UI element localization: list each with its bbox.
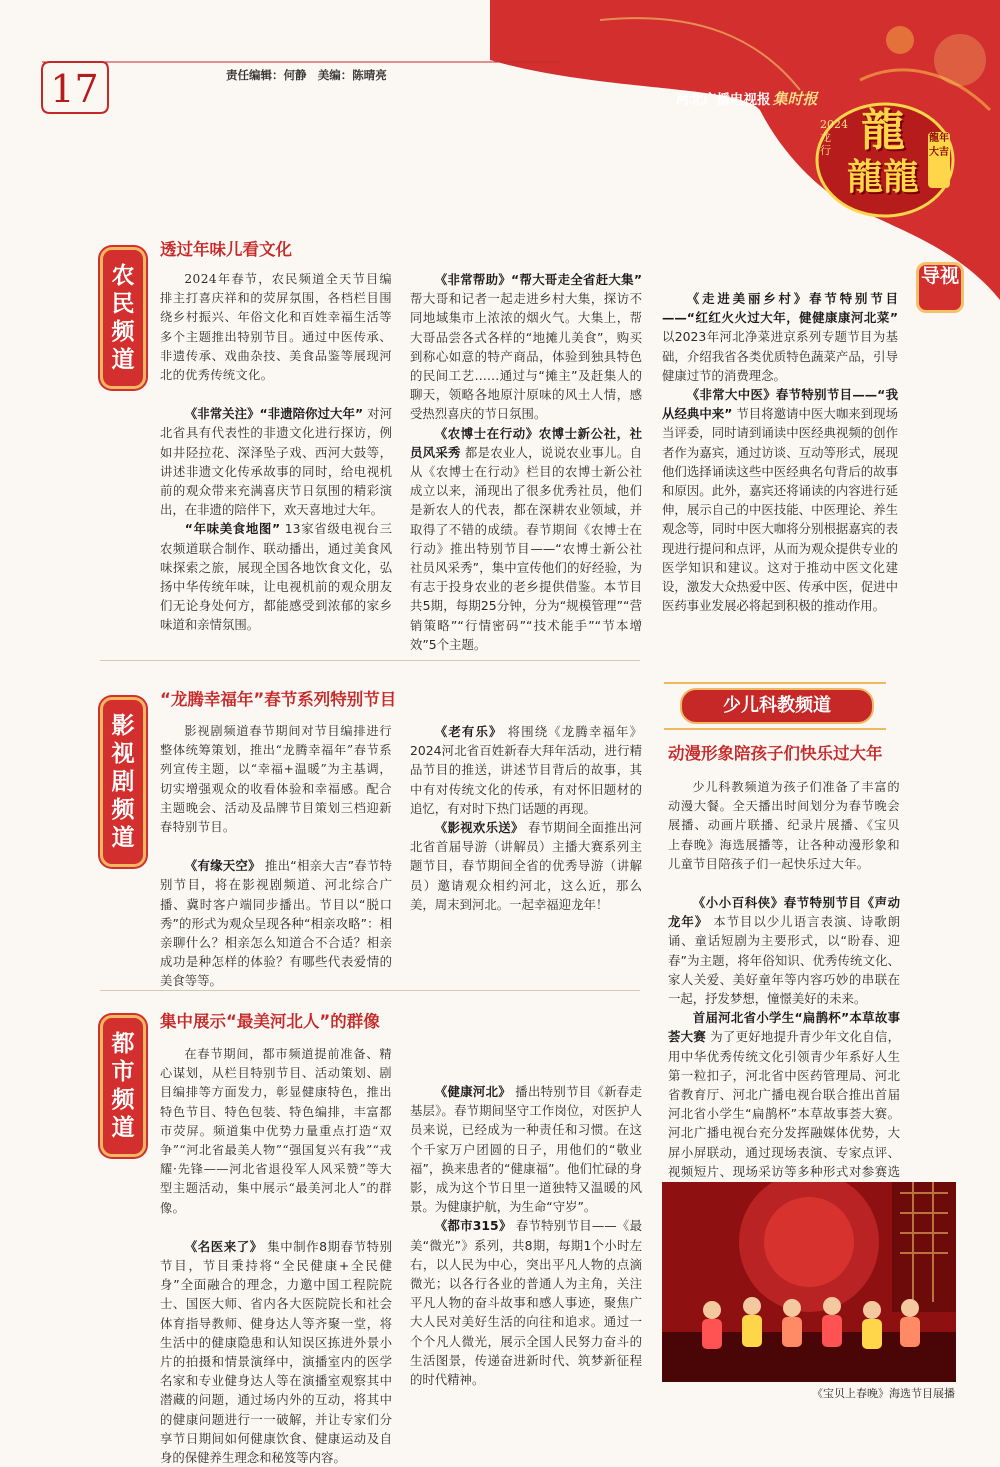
program-title: 《非常帮助》“帮大哥走全省赶大集” bbox=[434, 272, 642, 287]
festival-char-bottom: 龍龍 bbox=[846, 156, 919, 198]
film-section-title: “龙腾幸福年”春节系列特别节目 bbox=[160, 690, 397, 709]
kids-intro bbox=[668, 778, 900, 874]
farmer-intro bbox=[160, 270, 392, 385]
label-char: 都 bbox=[111, 1031, 135, 1057]
label-char: 频 bbox=[111, 797, 135, 823]
program-title: 《小小百科侠》春节特别节目《声动龙年》 bbox=[668, 895, 900, 930]
farmer-section-title: 透过年味儿看文化 bbox=[160, 240, 292, 259]
program-desc: 推出“相亲大吉”春节特别节目，将在影视剧频道、河北综合广播、冀时客户端同步播出。节目以“脱口秀”的形式为观众呈现各种“相亲攻略”：相亲聊什么？相亲怎么知道合不合适？相亲成功是种怎样的体验？有哪些代表爱情的美食等等。 bbox=[160, 858, 392, 989]
program-desc: 都是农业人，说说农业事儿。自从《农博士在行动》栏目的农博士新公社成立以来，涌现出了很多优秀社员，他们是新农人的代表，都在深耕农业领域，并取得了不错的成绩。春节期间《农博士在行动》推出特别节目——“农博士新公社 社员风采秀”，集中宣传他们的好经验，为有志于投身农业的老乡提供借鉴。本节目共5期，每期25分钟，分为“规模管理”“营销策略”“行情密码”“技术能手”“节本增效”5个主题。 bbox=[410, 444, 642, 652]
kids-intro-text: 少儿科教频道为孩子们准备了丰富的动漫大餐。全天播出时间划分为春节晚会展播、动画片联播、纪录片展播、《宝贝上春晚》海选展播等，让各种动漫形象和儿童节目陪孩子们一起快乐过大年。 bbox=[668, 780, 900, 871]
program-desc: 集中制作8期春节特别节目，节目秉持将“全民健康+全民健身”全面融合的理念，力邀中国工程院院士、国医大师、省内各大医院院长和社会体育指导教师、健身达人等齐聚一堂，将生活中的健康隐患和认知误区拣进外景小片的拍摄和情景演绎中，演播室内的医学名家和专业健身达人等在演播室观察其中潜藏的问题，通过场内外的互动，将其中的健康问题进行一一破解，并让专家们分享节日期间如何健康饮食、健康运动及自身的保健养生理念和秘笈等内容。 bbox=[160, 1238, 392, 1466]
label-char: 道 bbox=[111, 825, 135, 851]
city-channel-label bbox=[100, 1015, 146, 1157]
program-desc: 以2023年河北净菜进京系列专题节目为基础，介绍我省各类优质特色蔬菜产品，引导健康过节的消费理念。 bbox=[662, 329, 898, 383]
label-char: 频 bbox=[111, 1087, 135, 1113]
kids-section-title: 动漫形象陪孩子们快乐过大年 bbox=[668, 744, 883, 763]
program-title: 《农博士在行动》农博士新公社，社员风采秀 bbox=[410, 425, 642, 460]
film-body-1 bbox=[160, 856, 392, 990]
label-char: 道 bbox=[111, 347, 135, 373]
designer-name: 美编：陈晴亮 bbox=[317, 70, 387, 82]
program-title: 《有缘天空》 bbox=[184, 858, 261, 874]
program-desc: 春节特别节目——《最美“微光”》系列，共8期，每期1个小时左右，以人民为中心，突出平凡人物的点滴微光；以各行各业的普通人为主角，关注平凡人物的奋斗故事和感人事迹，聚焦广大人民对美好生活的向往和追求。通过一个个凡人微光，展示全国人民努力奋斗的生活图景，传递奋进新时代、筑梦新征程的时代精神。 bbox=[410, 1218, 642, 1388]
photo-caption: 《宝贝上春晚》海选节目展播 bbox=[812, 1388, 955, 1400]
label-char: 影 bbox=[111, 713, 135, 739]
kids-channel-banner: 少儿科教频道 bbox=[680, 688, 874, 724]
program-desc: 对河北省具有代表性的非遗文化进行探访，例如井陉拉花、深泽坠子戏、西河大鼓等，讲述非遗文化传承故事的同时，给电视机前的观众带来充满喜庆节日氛围的精彩演出，在非遗的陪伴下，欢天喜地过大年。 bbox=[160, 406, 392, 518]
brand-script: 集时报 bbox=[772, 90, 818, 108]
film-intro-text: 影视剧频道春节期间对节目编排进行整体统筹策划，推出“龙腾幸福年”春节系列宣传主题，以“幸福+温暖”为主基调，切实增强观众的收看体验和幸福感。配合主题晚会、活动及品牌节目策划三档迎新春特别节目。 bbox=[160, 724, 392, 835]
kids-body bbox=[668, 893, 900, 1200]
farmer-body-1 bbox=[160, 404, 392, 634]
label-char: 农 bbox=[111, 263, 135, 289]
kids-show-photo bbox=[662, 1182, 956, 1382]
program-title: 《名医来了》 bbox=[184, 1238, 263, 1254]
festival-tag: 龍年大吉 bbox=[928, 132, 950, 188]
program-title: 《都市315》 bbox=[434, 1218, 512, 1234]
farmer-column-2 bbox=[410, 270, 642, 654]
program-desc: 将围绕《龙腾幸福年》2024河北省百姓新春大拜年活动，进行精品节目的推送，讲述节目背后的故事，其中有对传统文化的传承，有对怀旧题材的追忆，有对时下热门话题的再现。 bbox=[410, 724, 642, 816]
program-desc: 13家省级电视台三农频道联合制作、联动播出，通过美食风味探索之旅，展现全国各地饮食文化，弘扬中华传统年味，让电视机前的观众朋友们无论身处何方，都能感受到浓郁的家乡味道和亲情氛围。 bbox=[160, 521, 392, 633]
film-intro bbox=[160, 722, 392, 837]
newspaper-brand bbox=[676, 88, 818, 109]
festival-side-text: 2024龙行 bbox=[820, 118, 848, 157]
city-column-1 bbox=[160, 1045, 392, 1467]
guide-badge: 导视 bbox=[916, 262, 964, 313]
section-divider bbox=[100, 660, 640, 661]
film-channel-label bbox=[100, 697, 146, 867]
program-title: 《走进美丽乡村》春节特别节目——“红红火火过大年，健健康康河北菜” bbox=[662, 291, 898, 326]
farmer-intro-text: 2024年春节，农民频道全天节目编排主打喜庆祥和的荧屏氛围，各档栏目围绕乡村振兴、年俗文化和百姓幸福生活等多个主题推出特别节目。通过中医传承、非遗传承、戏曲杂技、美食品鉴等展现河北的优秀传统文化。 bbox=[160, 272, 392, 383]
editor-credits bbox=[226, 67, 395, 83]
program-title: 《健康河北》 bbox=[434, 1084, 512, 1099]
label-char: 民 bbox=[111, 291, 135, 317]
brand-name: 河北广播电视报 bbox=[676, 92, 771, 107]
stage-photo-illustration bbox=[662, 1182, 956, 1382]
program-desc: 播出特别节目《新春走基层》。春节期间坚守工作岗位，对医护人员来说，已经成为一种责任和习惯。在这个千家万户团圆的日子，用他们的“敬业福”，换来患者的“健康福”。他们忙碌的身影，成为这个节日里一道独特又温暖的风景。为健康护航，为生命“守岁”。 bbox=[410, 1084, 642, 1215]
program-title: 《非常大中医》春节特别节目——“我从经典中来” bbox=[662, 387, 898, 422]
city-intro bbox=[160, 1045, 392, 1218]
program-title: 《非常关注》“非遗陪你过大年” bbox=[184, 406, 364, 422]
farmer-column-1 bbox=[160, 270, 392, 635]
label-char: 市 bbox=[111, 1059, 135, 1085]
label-char: 道 bbox=[111, 1115, 135, 1141]
editor-name: 责任编辑：何静 bbox=[226, 70, 307, 82]
label-char: 剧 bbox=[111, 769, 135, 795]
film-column-2 bbox=[410, 722, 642, 914]
festival-dragon-title bbox=[838, 105, 928, 208]
film-column-1 bbox=[160, 722, 392, 991]
page-number: 17 bbox=[50, 67, 99, 111]
program-desc: 节目将邀请中医大咖来到现场当评委，同时请到诵读中医经典视频的创作者作为嘉宾，通过访谈、互动等形式，展现他们选择诵读这些中医经典名句背后的故事和原因。此外，嘉宾还将诵读的内容进行延伸，展示自己的中医技能、中医理论、养生观念等，同时中医大咖将分别根据嘉宾的表现进行提问和点评，从而为观众提供专业的医学知识和建议。这对于推动中医文化建设，激发大众热爱中医、传承中医，促进中医药事业发展必将起到积极的推动作用。 bbox=[662, 406, 898, 614]
program-title: 首届河北省小学生“扁鹊杯”本草故事荟大赛 bbox=[668, 1010, 900, 1045]
city-section-title: 集中展示“最美河北人”的群像 bbox=[160, 1012, 380, 1031]
program-desc: 本节目以少儿语言表演、诗歌朗诵、童话短剧为主要形式，以“盼春、迎春”为主题，将年俗知识、优秀传统文化、家人关爱、美好童年等内容巧妙的串联在一起，抒发梦想，憧憬美好的未来。 bbox=[668, 914, 900, 1007]
program-desc: 为了更好地提升青少年文化自信，用中华优秀传统文化引领青少年系好人生第一粒扣子，河北省中医药管理局、河北省教育厅、河北广播电视台联合推出首届河北省小学生“扁鹊杯”本草故事荟大赛。河北广播电视台充分发挥融媒体优势，大屏小屏联动，通过现场表演、专家点评、视频短片、现场采访等多种形式对参赛选 bbox=[668, 1029, 900, 1179]
kids-column bbox=[668, 778, 900, 1200]
label-char: 频 bbox=[111, 319, 135, 345]
program-desc: 春节期间全面推出河北省首届导游（讲解员）主播大赛系列主题节目，春节期间全省的优秀导游（讲解员）邀请观众相约河北，这么近，那么美，周末到河北。一起幸福迎龙年！ bbox=[410, 820, 642, 912]
program-title: 《老有乐》 bbox=[434, 724, 503, 739]
section-divider bbox=[100, 990, 640, 991]
festival-char-top: 龍 bbox=[861, 105, 905, 156]
program-title: 《影视欢乐送》 bbox=[434, 820, 524, 836]
label-char: 视 bbox=[111, 741, 135, 767]
city-column-2 bbox=[410, 1045, 642, 1389]
city-intro-text: 在春节期间，都市频道提前准备、精心谋划，从栏目特别节目、活动策划、剧目编排等方面发力，彰显健康特色，推出特色节目、特色包装、特色编排，丰富都市荧屏。频道集中优势力量重点打造“双争”“河北省最美人物”“强国复兴有我”“戎耀·先锋——河北省退役军人风采赞”等大型主题活动，集中展示“最美河北人”的群像。 bbox=[160, 1047, 392, 1215]
program-desc: 帮大哥和记者一起走进乡村大集，探访不同地域集市上浓浓的烟火气。大集上，帮大哥品尝各式各样的“地摊儿美食”，购买到称心如意的特产商品，体验到独具特色的民间工艺……通过与“摊主”及赶集人的聊天，领略各地原汁原味的风土人情，感受热烈喜庆的节日氛围。 bbox=[410, 291, 642, 422]
farmer-channel-label bbox=[100, 247, 146, 389]
city-body-1 bbox=[160, 1237, 392, 1467]
program-title: “年味美食地图” bbox=[184, 521, 281, 537]
farmer-column-3 bbox=[662, 270, 898, 615]
